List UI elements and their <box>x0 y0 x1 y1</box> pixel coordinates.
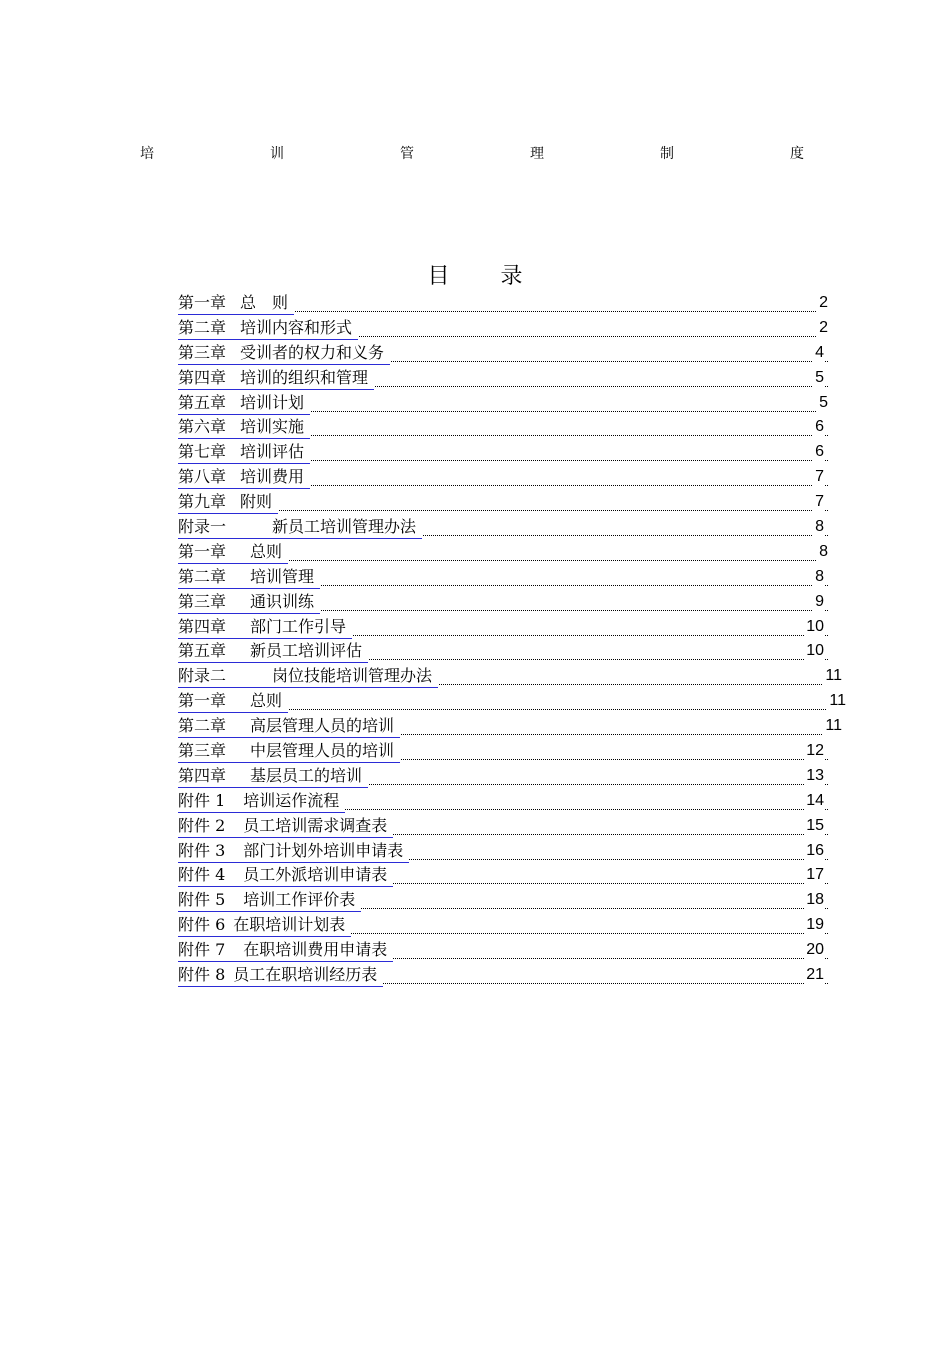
toc-title: 总 则 <box>240 293 289 312</box>
toc-entry <box>178 392 846 417</box>
toc-link[interactable] <box>178 939 393 962</box>
toc-entry <box>178 541 846 566</box>
toc-link[interactable] <box>178 889 361 912</box>
toc-link[interactable] <box>178 591 320 614</box>
toc-page-number: 18 <box>804 889 824 911</box>
toc-label: 附录一 <box>178 517 227 537</box>
toc-page-number: 11 <box>823 665 842 687</box>
toc-page-number: 7 <box>813 466 824 488</box>
toc-label: 第三章 <box>178 342 227 362</box>
toc-page-number: 10 <box>804 640 824 662</box>
toc-entry <box>178 715 846 740</box>
toc-link[interactable] <box>178 690 288 713</box>
toc-entry <box>178 840 846 865</box>
toc-title: 培训的组织和管理 <box>240 367 369 387</box>
toc-title: 总则 <box>250 691 283 711</box>
toc-label: 附件 1 <box>178 790 226 810</box>
toc-entry <box>178 964 846 989</box>
toc-link[interactable] <box>178 740 400 763</box>
toc-page-number: 20 <box>804 939 824 961</box>
toc-title: 岗位技能培训管理办法 <box>272 666 433 686</box>
toc-label: 第四章 <box>178 367 227 387</box>
toc-title: 通识训练 <box>250 591 315 611</box>
toc-title: 员工外派培训申请表 <box>243 865 388 885</box>
toc-link[interactable] <box>178 566 320 589</box>
table-of-contents <box>178 292 846 989</box>
toc-title: 培训内容和形式 <box>240 317 353 337</box>
toc-label: 第九章 <box>178 492 227 512</box>
toc-link[interactable] <box>178 715 400 738</box>
title-char: 培 <box>140 146 154 162</box>
toc-link[interactable] <box>178 491 278 514</box>
toc-title: 员工在职培训经历表 <box>233 965 378 985</box>
toc-entry <box>178 342 846 367</box>
toc-entry <box>178 441 846 466</box>
toc-entry <box>178 889 846 914</box>
toc-link[interactable] <box>178 342 390 365</box>
toc-entry <box>178 491 846 516</box>
toc-title: 培训实施 <box>240 417 305 437</box>
toc-title: 高层管理人员的培训 <box>250 716 395 736</box>
toc-label: 第一章 <box>178 293 227 312</box>
toc-entry <box>178 665 846 690</box>
toc-page-number: 14 <box>804 790 824 812</box>
toc-entry <box>178 516 846 541</box>
toc-page-number: 6 <box>813 416 824 438</box>
toc-entry <box>178 765 846 790</box>
toc-link[interactable] <box>178 765 368 788</box>
toc-link[interactable] <box>178 665 438 688</box>
toc-label: 第四章 <box>178 616 227 636</box>
toc-page-number: 5 <box>817 392 828 414</box>
toc-link[interactable] <box>178 367 374 390</box>
toc-label: 附件 4 <box>178 865 226 885</box>
toc-title: 培训工作评价表 <box>243 890 356 910</box>
toc-link[interactable] <box>178 466 310 489</box>
toc-label: 第六章 <box>178 417 227 437</box>
toc-label: 附件 5 <box>178 890 226 910</box>
toc-link[interactable] <box>178 441 310 464</box>
toc-entry <box>178 790 846 815</box>
toc-page-number: 7 <box>813 491 824 513</box>
toc-entry <box>178 317 846 342</box>
toc-title: 培训计划 <box>240 392 305 412</box>
toc-label: 附件 7 <box>178 940 226 960</box>
toc-entry <box>178 640 846 665</box>
toc-title: 培训评估 <box>240 442 305 462</box>
toc-title: 员工培训需求调查表 <box>243 815 388 835</box>
toc-entry <box>178 616 846 641</box>
toc-link[interactable] <box>178 317 358 340</box>
toc-title: 新员工培训评估 <box>250 641 363 661</box>
toc-page-number: 17 <box>804 864 824 886</box>
toc-page-number: 13 <box>804 765 824 787</box>
toc-entry <box>178 591 846 616</box>
toc-label: 第四章 <box>178 765 227 785</box>
toc-page-number: 12 <box>804 740 824 762</box>
toc-link[interactable] <box>178 840 409 863</box>
toc-page-number: 8 <box>813 566 824 588</box>
title-char: 理 <box>530 146 544 162</box>
toc-title: 在职培训计划表 <box>233 915 346 935</box>
toc-entry <box>178 864 846 889</box>
toc-title: 培训管理 <box>250 566 315 586</box>
toc-title: 在职培训费用申请表 <box>243 940 388 960</box>
toc-entry <box>178 566 846 591</box>
toc-entry <box>178 815 846 840</box>
toc-link[interactable] <box>178 541 288 564</box>
toc-label: 第一章 <box>178 541 227 561</box>
toc-title: 部门计划外培训申请表 <box>243 840 404 860</box>
toc-title: 总则 <box>250 541 283 561</box>
toc-page-number: 16 <box>804 840 824 862</box>
toc-link[interactable] <box>178 392 310 415</box>
toc-link[interactable] <box>178 964 383 987</box>
toc-label: 第五章 <box>178 392 227 412</box>
toc-title: 培训费用 <box>240 467 305 487</box>
toc-title: 培训运作流程 <box>243 790 340 810</box>
toc-label: 附件 2 <box>178 815 226 835</box>
toc-title: 新员工培训管理办法 <box>272 517 417 537</box>
toc-label: 附件 3 <box>178 840 226 860</box>
toc-link[interactable] <box>178 914 351 937</box>
toc-title: 中层管理人员的培训 <box>250 741 395 761</box>
toc-title: 基层员工的培训 <box>250 765 363 785</box>
toc-page-number: 8 <box>817 541 828 563</box>
toc-title: 受训者的权力和义务 <box>240 342 385 362</box>
toc-entry <box>178 367 846 392</box>
toc-link[interactable] <box>178 292 294 315</box>
toc-label: 第三章 <box>178 741 227 761</box>
toc-link[interactable] <box>178 815 393 838</box>
toc-label: 第七章 <box>178 442 227 462</box>
toc-page-number: 4 <box>813 342 824 364</box>
toc-label: 第五章 <box>178 641 227 661</box>
title-char: 度 <box>790 146 804 162</box>
title-char: 训 <box>270 146 284 162</box>
toc-label: 第二章 <box>178 566 227 586</box>
toc-entry <box>178 690 846 715</box>
toc-link[interactable] <box>178 790 345 813</box>
toc-label: 第八章 <box>178 467 227 487</box>
toc-page-number: 11 <box>827 690 846 712</box>
toc-link[interactable] <box>178 640 368 663</box>
toc-title: 部门工作引导 <box>250 616 347 636</box>
toc-label: 附件 8 <box>178 965 226 985</box>
toc-title: 附则 <box>240 492 273 512</box>
document-title <box>140 143 804 163</box>
toc-link[interactable] <box>178 416 310 439</box>
toc-page-number: 2 <box>817 317 828 339</box>
toc-label: 第一章 <box>178 691 227 711</box>
toc-link[interactable] <box>178 516 422 539</box>
toc-label: 第二章 <box>178 716 227 736</box>
toc-entry <box>178 292 846 317</box>
toc-link[interactable] <box>178 616 352 639</box>
toc-link[interactable] <box>178 864 393 887</box>
toc-page-number: 21 <box>804 964 824 986</box>
toc-page-number: 9 <box>813 591 824 613</box>
title-char: 制 <box>660 146 674 162</box>
toc-entry <box>178 939 846 964</box>
toc-label: 第二章 <box>178 317 227 337</box>
toc-page-number: 5 <box>813 367 824 389</box>
toc-entry <box>178 740 846 765</box>
toc-label: 第三章 <box>178 591 227 611</box>
toc-page-number: 19 <box>804 914 824 936</box>
toc-page-number: 8 <box>813 516 824 538</box>
toc-page-number: 10 <box>804 616 824 638</box>
toc-label: 附件 6 <box>178 915 226 935</box>
toc-entry <box>178 416 846 441</box>
toc-page-number: 2 <box>817 292 828 314</box>
toc-heading: 目 录 <box>427 264 545 289</box>
title-char: 管 <box>400 146 414 162</box>
toc-page-number: 15 <box>804 815 824 837</box>
toc-entry <box>178 914 846 939</box>
toc-label: 附录二 <box>178 666 227 686</box>
toc-page-number: 11 <box>823 715 842 737</box>
toc-entry <box>178 466 846 491</box>
toc-page-number: 6 <box>813 441 824 463</box>
